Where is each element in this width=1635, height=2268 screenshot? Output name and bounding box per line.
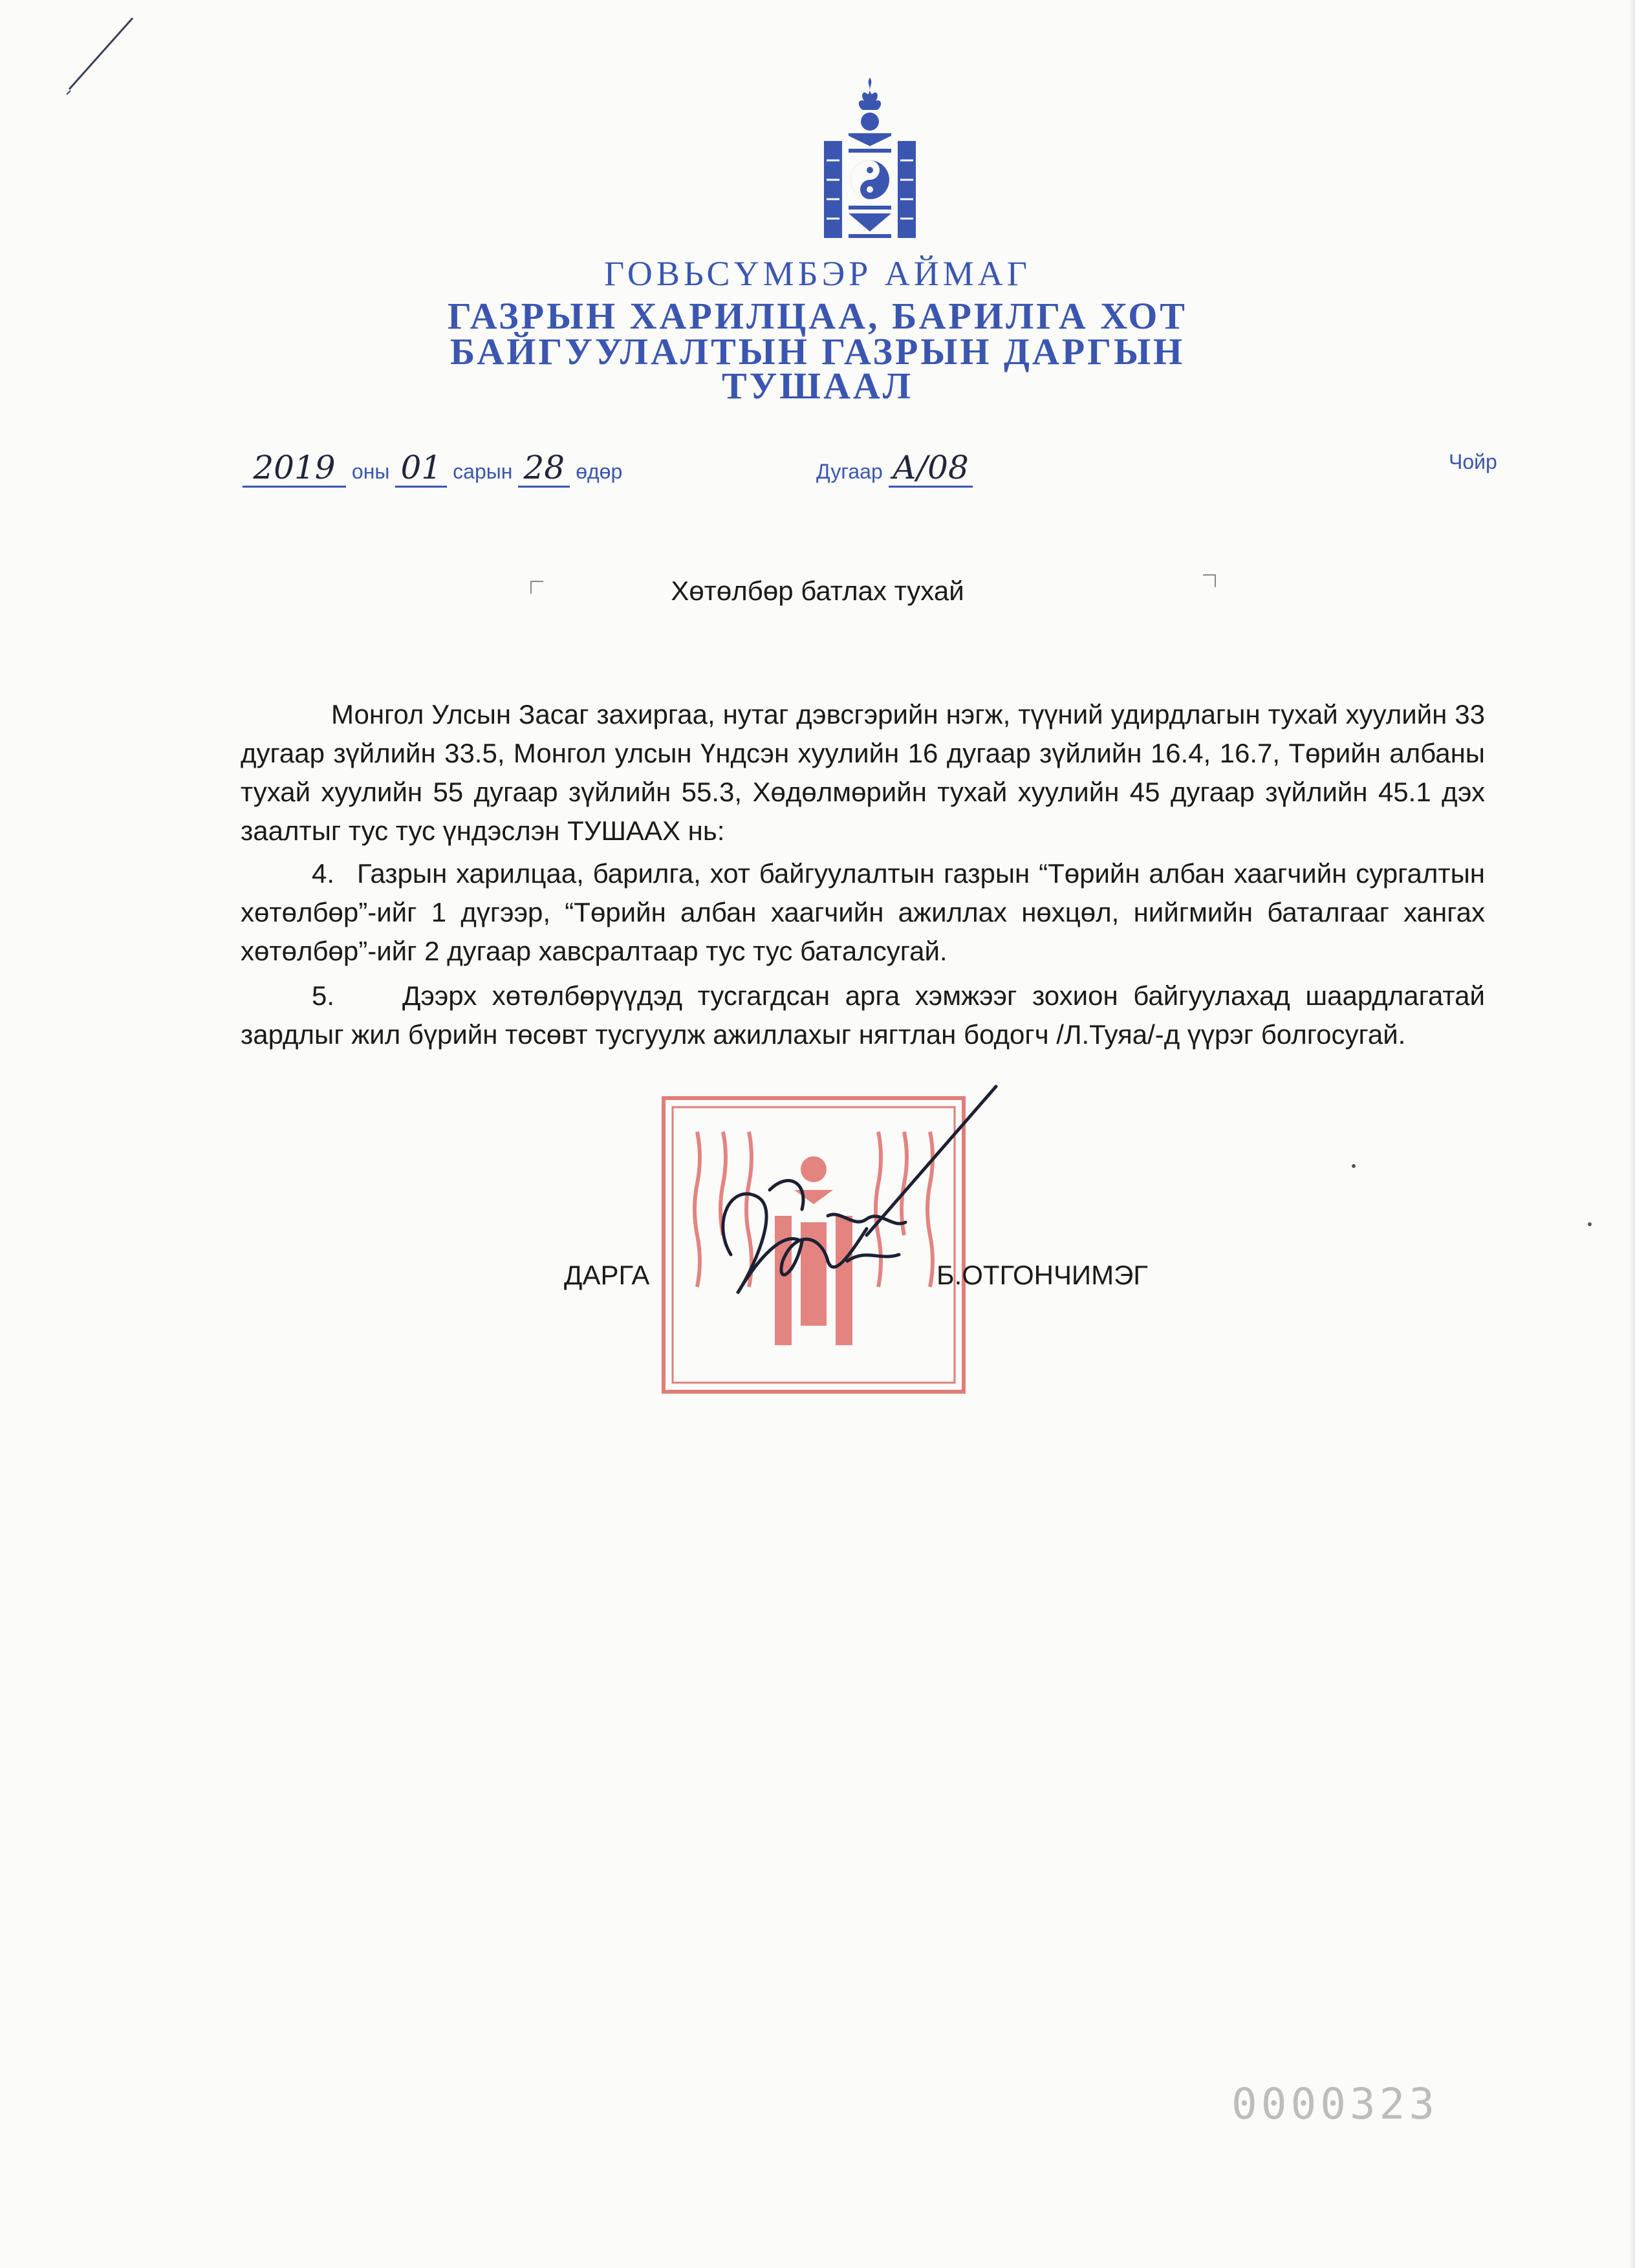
aimag-name: ГОВЬСҮМБЭР АЙМАГ — [604, 254, 1031, 293]
preamble-paragraph: Монгол Улсын Засаг захиргаа, нутаг дэвсгэрийн нэгж, түүний удирдлагын тухай хуулийн 33 дугаар зүйлийн 33.5, Монгол улсын Үндсэн хуулийн 16 дугаар зүйлийн 16.4, 16.7, Төрийн албаны тухай хуулийн 55 дугаар зүйлийн 55.3, Хөдөлмөрийн тухай хуулийн 45 дугаар зүйлийн 45.1 дэх заалтыг тус тус үндэслэн ТУШААХ нь: — [241, 699, 1485, 846]
order-item-number: 5. — [312, 980, 335, 1011]
order-item-text: Дээрх хөтөлбөрүүдэд тусгагдсан арга хэмжээг зохион байгуулахад шаардлагатай зардлыг жил бүрийн төсөвт тусгуулж ажиллахыг нягтлан бодогч /Л.Туяа/-д үүрэг болгосугай. — [241, 980, 1485, 1050]
scan-speck — [1588, 1222, 1592, 1226]
date-year: 2019 — [243, 450, 346, 488]
order-item-5 — [241, 977, 1485, 1054]
order-item-number: 4. — [312, 858, 335, 889]
signatory-role: ДАРГА — [564, 1260, 650, 1290]
signatory-name: Б.ОТГОНЧИМЭГ — [937, 1260, 1149, 1290]
soyombo-emblem-icon — [821, 76, 918, 243]
pen-scratch-mark — [61, 13, 139, 100]
date-year-suffix: оны — [351, 460, 390, 483]
handwritten-signature — [673, 1067, 1035, 1371]
order-item-4 — [241, 854, 1485, 971]
document-serial-number: 0000323 — [1231, 2079, 1439, 2129]
document-type-title: ТУШААЛ — [722, 365, 913, 407]
date-day-suffix: өдөр — [576, 460, 623, 483]
date-day: 28 — [518, 450, 570, 488]
document-number-line — [816, 450, 973, 488]
organization-name-line1: ГАЗРЫН ХАРИЛЦАА, БАРИЛГА ХОТ — [448, 295, 1187, 337]
document-number-label: Дугаар — [816, 460, 883, 483]
order-item-text: Газрын харилцаа, барилга, хот байгуулалтын газрын “Төрийн албан хаагчийн сургалтын хөтөлбөр”-ийг 1 дүгээр, “Төрийн албан хаагчийн ажиллах нөхцөл, нийгмийн баталгааг хангах хөтөлбөр”-ийг 2 дугаар хавсралтаар тус тус батaлсугай. — [241, 858, 1485, 966]
document-subject: Хөтөлбөр батлах тухай — [671, 576, 964, 606]
date-month-suffix: сарын — [453, 460, 513, 483]
date-month: 01 — [395, 450, 447, 488]
document-place: Чойр — [1449, 450, 1497, 473]
scan-speck — [1352, 1164, 1356, 1168]
organization-name-line2: БАЙГУУЛАЛТЫН ГАЗРЫН ДАРГЫН — [449, 330, 1186, 373]
date-line — [243, 450, 622, 488]
document-number: А/08 — [889, 450, 973, 488]
